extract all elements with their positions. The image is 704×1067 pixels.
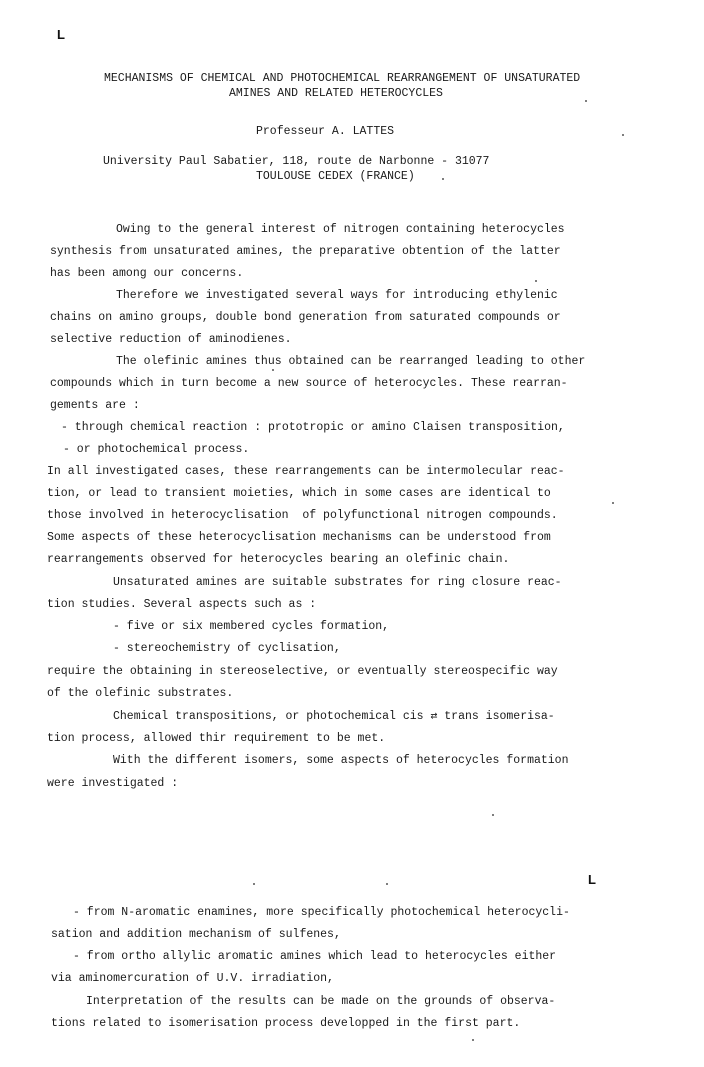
body-line: tion, or lead to transient moieties, which in some cases are identical to	[47, 487, 551, 500]
body-line: were investigated :	[47, 777, 179, 790]
affiliation-line-1: University Paul Sabatier, 118, route de Narbonne - 31077	[103, 155, 490, 168]
body-line: chains on amino groups, double bond generation from saturated compounds or	[50, 311, 561, 324]
continuation-line: - from ortho allylic aromatic amines which lead to heterocycles either	[73, 950, 557, 963]
body-line: - through chemical reaction : prototropic or amino Claisen transposition,	[61, 421, 565, 434]
body-line: - five or six membered cycles formation,	[113, 620, 390, 633]
body-line: those involved in heterocyclisation of polyfunctional nitrogen compounds.	[47, 509, 558, 522]
title-line-1: MECHANISMS OF CHEMICAL AND PHOTOCHEMICAL REARRANGEMENT OF UNSATURATED	[104, 72, 581, 85]
scan-speck	[612, 502, 614, 504]
scan-speck	[622, 134, 624, 136]
body-line: require the obtaining in stereoselective, or eventually stereospecific way	[47, 665, 558, 678]
body-line: has been among our concerns.	[50, 267, 244, 280]
body-line: gements are :	[50, 399, 140, 412]
body-line: tion studies. Several aspects such as :	[47, 598, 317, 611]
body-line: tion process, allowed thir requirement to be met.	[47, 732, 386, 745]
body-line: Chemical transpositions, or photochemical cis ⇄ trans isomerisa-	[113, 710, 555, 723]
scan-speck	[272, 369, 274, 371]
body-line: The olefinic amines thus obtained can be rearranged leading to other	[116, 355, 586, 368]
continuation-line: tions related to isomerisation process developped in the first part.	[51, 1017, 521, 1030]
body-line: selective reduction of aminodienes.	[50, 333, 292, 346]
continuation-line: - from N-aromatic enamines, more specifically photochemical heterocycli-	[73, 906, 570, 919]
scan-speck	[492, 814, 494, 816]
body-line: compounds which in turn become a new source of heterocycles. These rearran-	[50, 377, 568, 390]
scan-speck	[585, 100, 587, 102]
body-line: Unsaturated amines are suitable substrates for ring closure reac-	[113, 576, 562, 589]
continuation-line: sation and addition mechanism of sulfenes,	[51, 928, 341, 941]
body-line: Some aspects of these heterocyclisation mechanisms can be understood from	[47, 531, 551, 544]
author-name: Professeur A. LATTES	[256, 125, 395, 138]
body-line: Therefore we investigated several ways for introducing ethylenic	[116, 289, 558, 302]
body-line: - stereochemistry of cyclisation,	[113, 642, 341, 655]
body-line: With the different isomers, some aspects of heterocycles formation	[113, 754, 569, 767]
corner-mark-top: L	[57, 27, 65, 42]
continuation-line: Interpretation of the results can be made on the grounds of observa-	[86, 995, 556, 1008]
body-line: In all investigated cases, these rearrangements can be intermolecular reac-	[47, 465, 565, 478]
affiliation-line-2: TOULOUSE CEDEX (FRANCE)	[256, 170, 415, 183]
scan-speck	[253, 883, 255, 885]
scan-speck	[442, 178, 444, 180]
title-line-2: AMINES AND RELATED HETEROCYCLES	[229, 87, 443, 100]
body-line: synthesis from unsaturated amines, the preparative obtention of the latter	[50, 245, 561, 258]
body-line: of the olefinic substrates.	[47, 687, 234, 700]
continuation-line: via aminomercuration of U.V. irradiation,	[51, 972, 334, 985]
scan-speck	[535, 280, 537, 282]
body-line: rearrangements observed for heterocycles bearing an olefinic chain.	[47, 553, 510, 566]
scan-speck	[472, 1039, 474, 1041]
body-line: Owing to the general interest of nitrogen containing heterocycles	[116, 223, 565, 236]
corner-mark-bottom: L	[588, 872, 596, 887]
scan-speck	[386, 883, 388, 885]
body-line: - or photochemical process.	[63, 443, 250, 456]
